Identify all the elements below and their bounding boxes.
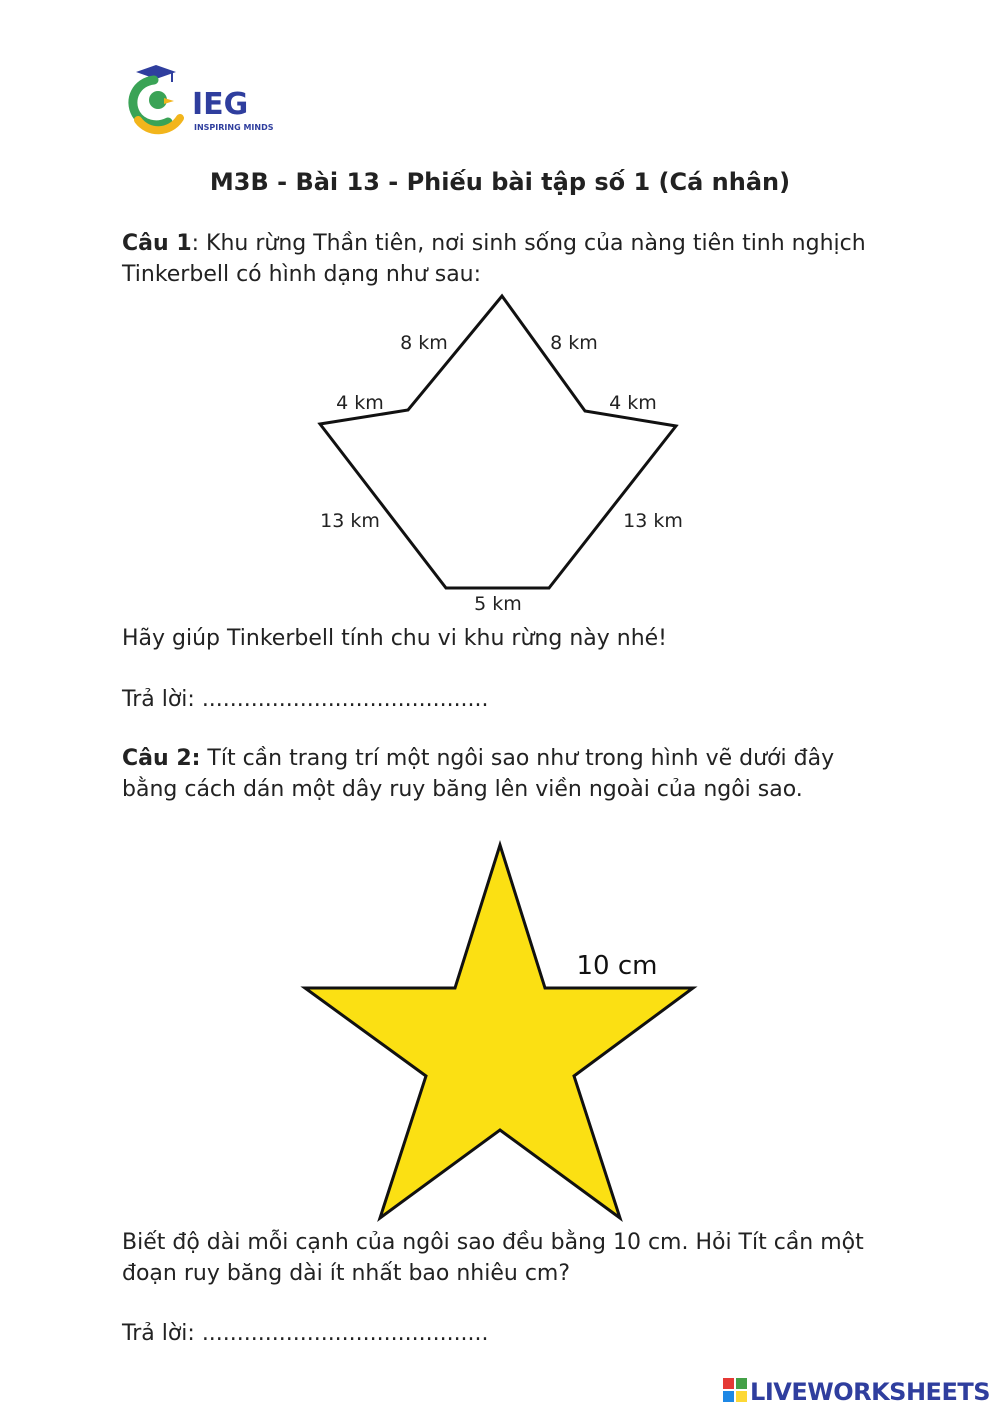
question-1-text: : Khu rừng Thần tiên, nơi sinh sống của nàng tiên tinh nghịch Tinkerbell có hình dạng như sau: [122,231,866,287]
label-mid-right: 4 km [609,392,657,414]
question-2-text: Tít cần trang trí một ngôi sao như trong hình vẽ dưới đây bằng cách dán một dây ruy băng lên viền ngoài của ngôi sao. [122,746,835,802]
worksheet-title: M3B - Bài 13 - Phiếu bài tập số 1 (Cá nhân) [209,168,791,196]
label-low-right: 13 km [623,510,683,532]
star-side-label: 10 cm [576,951,658,981]
question-1-answer-line[interactable]: Trả lời: ......................................... [122,687,489,712]
question-1-prompt: Hãy giúp Tinkerbell tính chu vi khu rừng này nhé! [122,626,667,651]
logo-tagline: INSPIRING MINDS [194,123,274,132]
label-low-left: 13 km [320,510,380,532]
label-mid-left: 4 km [336,392,384,414]
label-top-right: 8 km [550,332,598,354]
label-top-left: 8 km [400,332,448,354]
forest-shape [320,296,676,588]
liveworksheets-brand [723,1378,990,1408]
question-1-label: Câu 1 [122,231,192,256]
logo-name: IEG [192,87,249,122]
liveworksheets-text: LIVEWORKSHEETS [750,1378,990,1406]
label-bottom: 5 km [474,593,522,615]
liveworksheets-logo-icon [723,1378,747,1408]
question-2 [122,743,892,805]
question-2-prompt: Biết độ dài mỗi cạnh của ngôi sao đều bằng 10 cm. Hỏi Tít cần một đoạn ruy băng dài ít nhất bao nhiêu cm? [122,1230,864,1286]
question-2-answer-line[interactable]: Trả lời: ......................................... [122,1321,489,1346]
star-shape [305,845,693,1218]
question-2-label: Câu 2: [122,746,201,771]
